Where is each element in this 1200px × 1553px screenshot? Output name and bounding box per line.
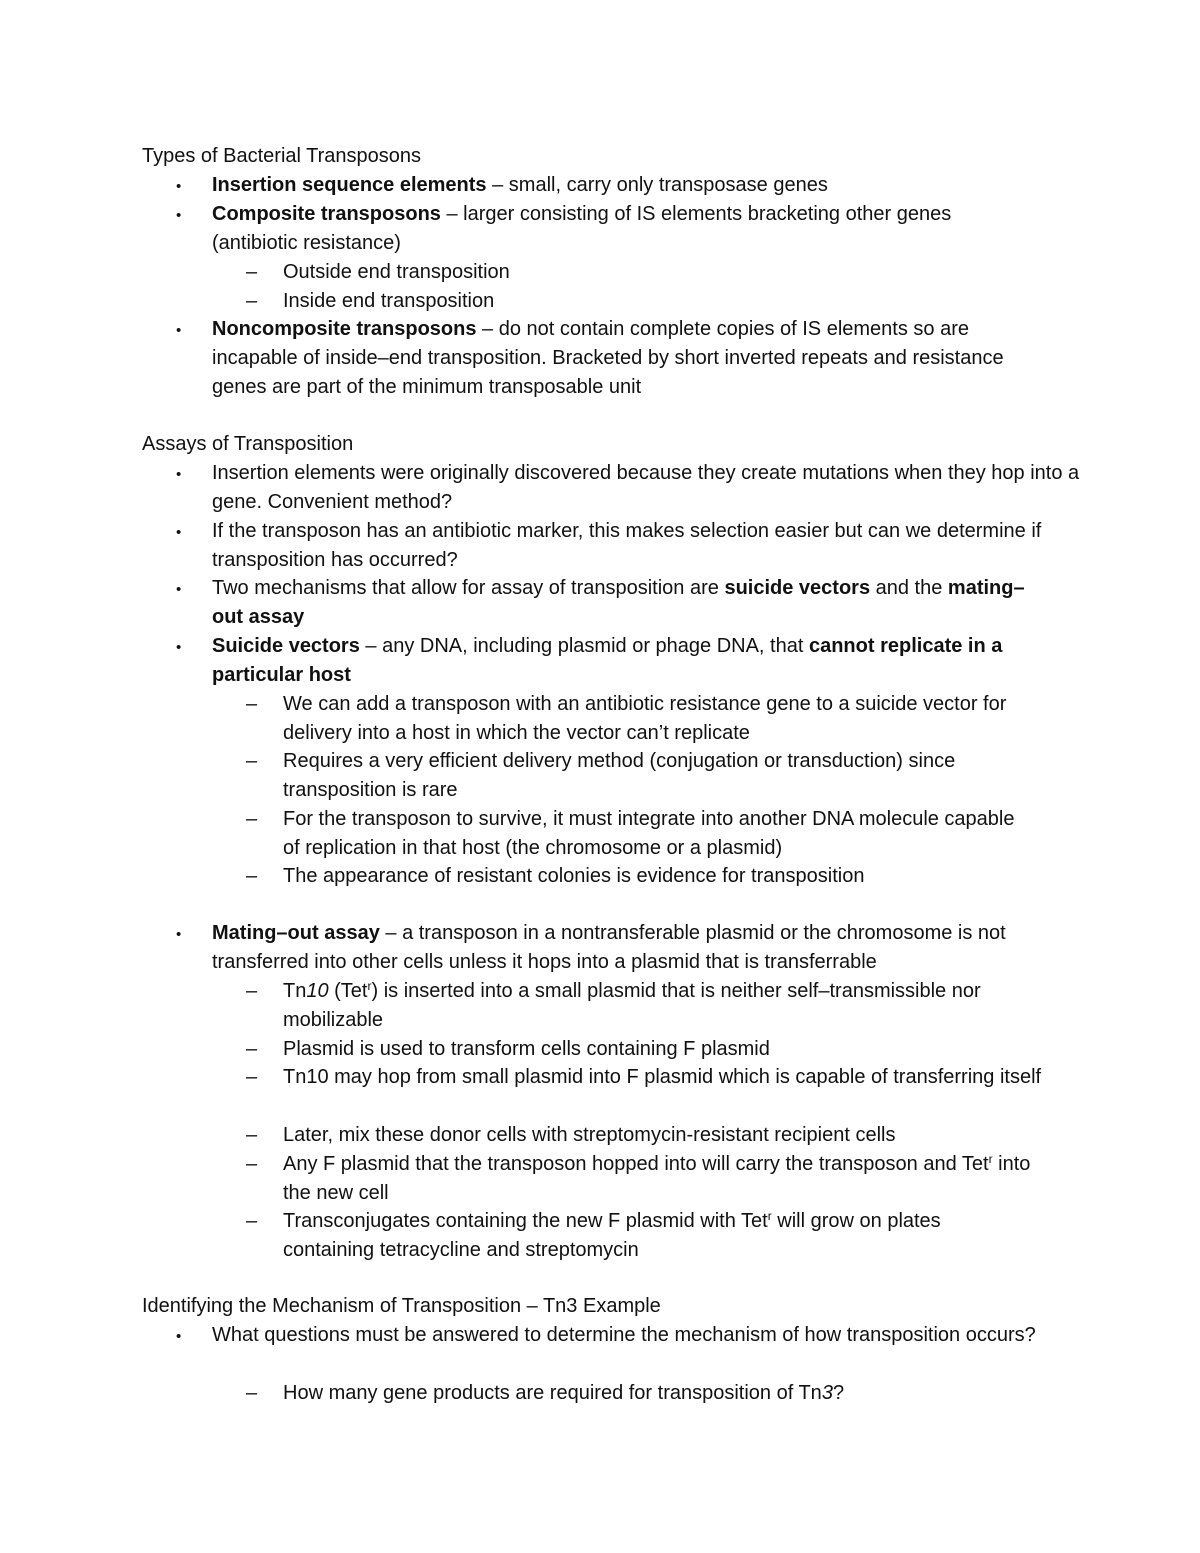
bullet-item: Insertion elements were originally discovered because they create mutations when they hop into a gene. Convenient method?: [212, 462, 1080, 513]
bullet-item: Noncomposite transposons – do not contain complete copies of IS elements so are incapable of inside–end transposition. Bracketed by short inverted repeats and resistance genes are part of the minimum transposable unit: [212, 318, 1004, 398]
bullet-icon: •: [176, 466, 182, 483]
sub-item: Transconjugates containing the new F plasmid with Tet$^r$ will grow on plates containing tetracycline and streptomycin: [283, 1209, 941, 1261]
sub-item: Plasmid is used to transform cells containing F plasmid: [283, 1038, 770, 1060]
bullet-icon: •: [176, 639, 182, 656]
dash-icon: –: [246, 1210, 258, 1232]
section-title: Types of Bacterial Transposons: [142, 145, 422, 167]
sub-item: Inside end transposition: [283, 290, 495, 312]
sub-item: Any F plasmid that the transposon hopped into will carry the transposon and Tet$^r$ into the new cell: [283, 1152, 1031, 1204]
bullet-item: If the transposon has an antibiotic marker, this makes selection easier but can we determine if transposition has occurred?: [212, 520, 1042, 571]
sub-item: The appearance of resistant colonies is evidence for transposition: [283, 865, 865, 887]
dash-icon: –: [246, 1066, 258, 1088]
bullet-icon: •: [176, 581, 182, 598]
bullet-icon: •: [176, 926, 182, 943]
sub-item: We can add a transposon with an antibiotic resistance gene to a suicide vector for delivery into a host in which the vector can’t replicate: [283, 693, 1007, 744]
bullet-item: Composite transposons – larger consisting of IS elements bracketing other genes (antibiotic resistance): [212, 203, 952, 254]
dash-icon: –: [246, 261, 258, 283]
sub-item: Requires a very efficient delivery method (conjugation or transduction) since transposition is rare: [283, 750, 956, 801]
bullet-item: Mating–out assay – a transposon in a nontransferable plasmid or the chromosome is not transferred into other cells unless it hops into a plasmid that is transferrable: [212, 922, 1006, 973]
bullet-item: Suicide vectors – any DNA, including plasmid or phage DNA, that cannot replicate in a particular host: [212, 635, 1003, 686]
sub-item: Outside end transposition: [283, 261, 510, 283]
dash-icon: –: [246, 1382, 258, 1404]
sub-item: Tn10 may hop from small plasmid into F plasmid which is capable of transferring itself: [283, 1066, 1042, 1088]
bullet-icon: •: [176, 207, 182, 224]
dash-icon: –: [246, 808, 258, 830]
section-title: Assays of Transposition: [142, 433, 354, 455]
dash-icon: –: [246, 750, 258, 772]
dash-icon: –: [246, 1038, 258, 1060]
sub-item: For the transposon to survive, it must integrate into another DNA molecule capable of replication in that host (the chromosome or a plasmid): [283, 808, 1015, 859]
dash-icon: –: [246, 980, 258, 1002]
sub-item: How many gene products are required for transposition of Tn3?: [283, 1382, 845, 1404]
sub-item: Later, mix these donor cells with streptomycin-resistant recipient cells: [283, 1124, 896, 1146]
dash-icon: –: [246, 1153, 258, 1175]
dash-icon: –: [246, 693, 258, 715]
dash-icon: –: [246, 290, 258, 312]
dash-icon: –: [246, 1124, 258, 1146]
sub-item: Tn10 (Tet$^r$) is inserted into a small plasmid that is neither self–transmissible nor mobilizable: [283, 979, 981, 1031]
section-title: Identifying the Mechanism of Transposition – Tn3 Example: [142, 1295, 661, 1317]
bullet-item: What questions must be answered to determine the mechanism of how transposition occurs?: [212, 1324, 1036, 1346]
dash-icon: –: [246, 865, 258, 887]
bullet-icon: •: [176, 322, 182, 339]
bullet-icon: •: [176, 1328, 182, 1345]
bullet-item: Two mechanisms that allow for assay of transposition are suicide vectors and the mating–out assay: [212, 577, 1025, 628]
bullet-item: Insertion sequence elements – small, carry only transposase genes: [212, 174, 828, 196]
bullet-icon: •: [176, 178, 182, 195]
bullet-icon: •: [176, 524, 182, 541]
